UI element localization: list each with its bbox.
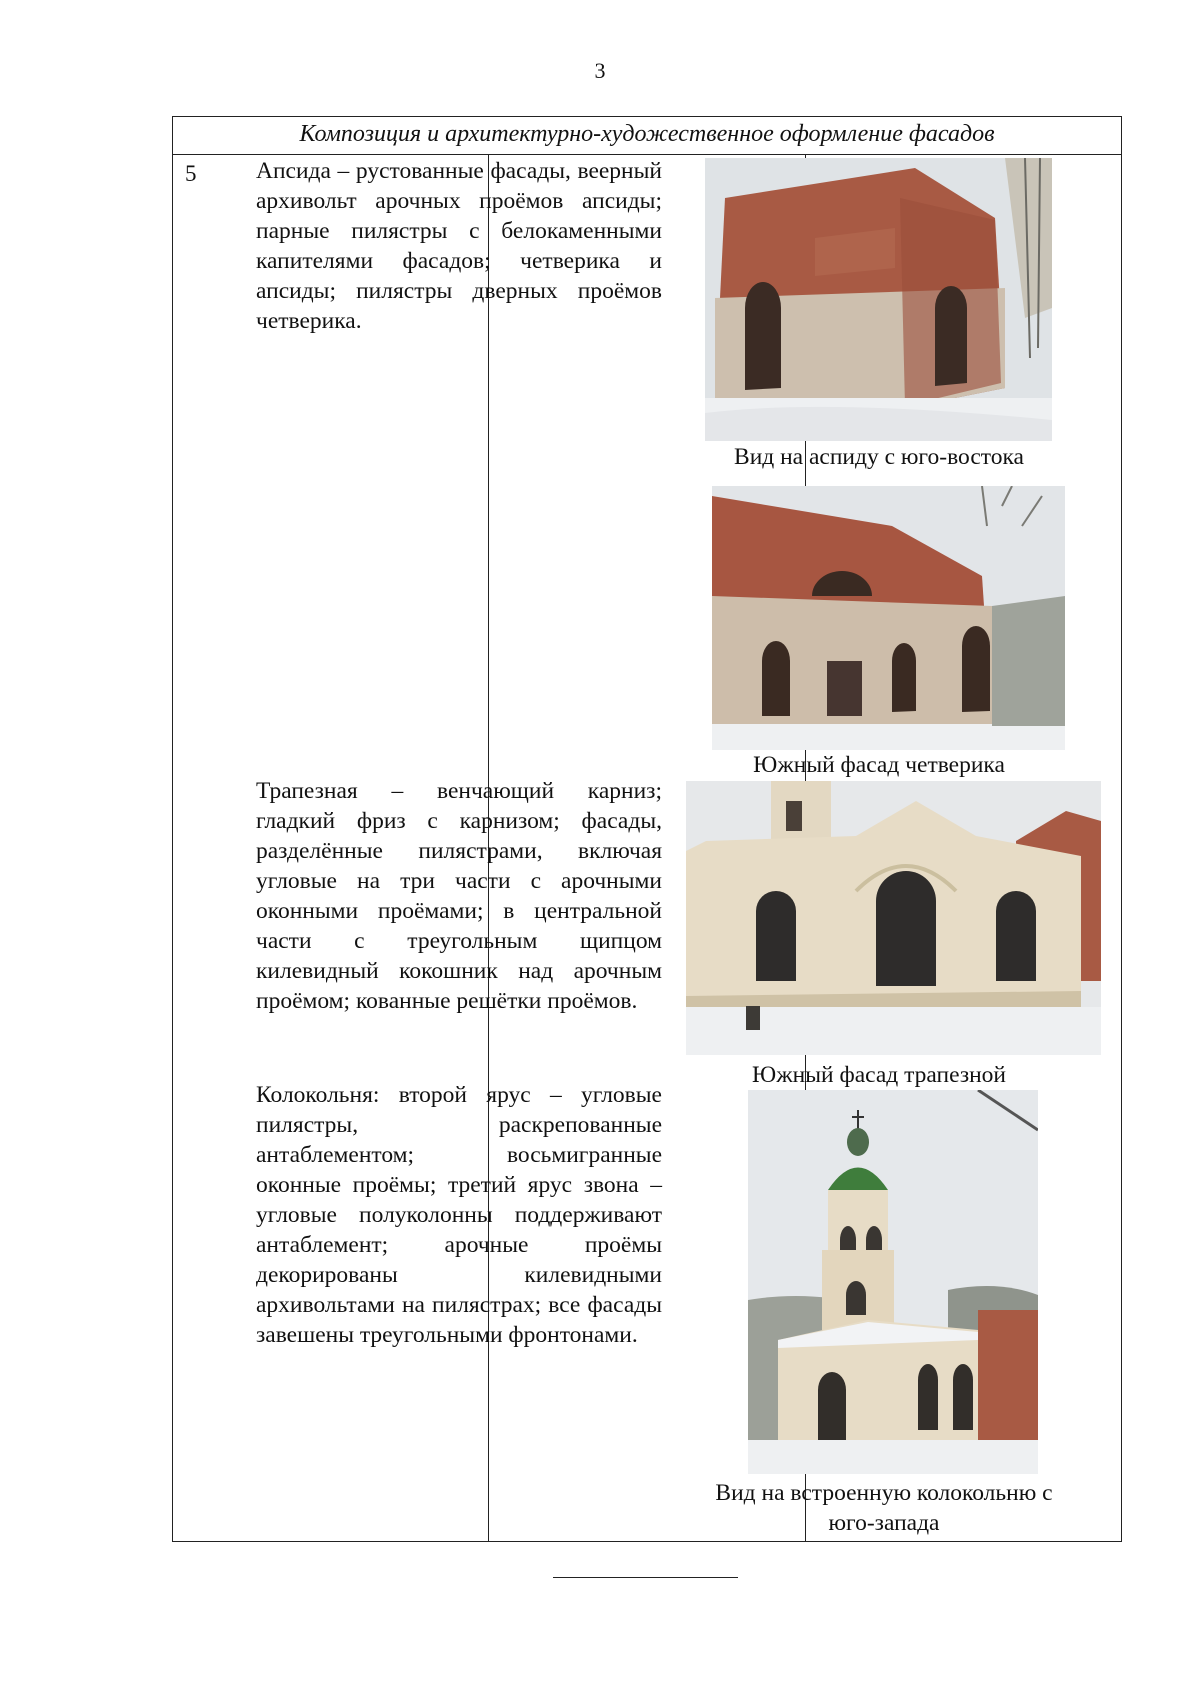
photo-caption-3: Южный фасад трапезной	[751, 1062, 1007, 1088]
apse-photo	[705, 158, 1052, 441]
apse-description: Апсида – рустованные фасады, веерный архивольт арочных проёмов апсиды; парные пилястры с белокаменными капителями фасадов; четверика и апсиды; пилястры дверных проёмов четверика.	[256, 158, 662, 334]
belfry-description: Колокольня: второй ярус – угловые пилястры, раскрепованные антаблементом; восьмигранные оконные проёмы; третий ярус звона – угловые полуколонны поддерживают антаблемент; арочные проёмы декорированы килевидными архивольтами на пилястрах; все фасады завешены треугольными фронтонами.	[256, 1082, 662, 1348]
refectory-description: Трапезная – венчающий карниз; гладкий фриз с карнизом; фасады, разделённые пилястрами, включая угловые на три части с арочными оконными проёмами; в центральной части с треугольным щипцом килевидный кокошник над арочным проёмом; кованные решётки проёмов.	[256, 778, 662, 1014]
belfry-photo	[748, 1090, 1038, 1474]
page-number: 3	[594, 58, 606, 83]
photo-caption-4: Вид на встроенную колокольню с юго-запада	[715, 1480, 1053, 1536]
photo-caption-2: Южный фасад четверика	[753, 752, 1005, 778]
footnote-separator	[553, 1577, 738, 1578]
refectory-photo	[686, 781, 1101, 1055]
photo-caption-1: Вид на аспиду с юго-востока	[734, 444, 1024, 470]
section-heading-row	[173, 117, 1122, 155]
chetverik-photo	[712, 486, 1065, 750]
row-number: 5	[173, 155, 489, 1542]
section-heading: Композиция и архитектурно-художественное оформление фасадов	[173, 117, 1122, 155]
